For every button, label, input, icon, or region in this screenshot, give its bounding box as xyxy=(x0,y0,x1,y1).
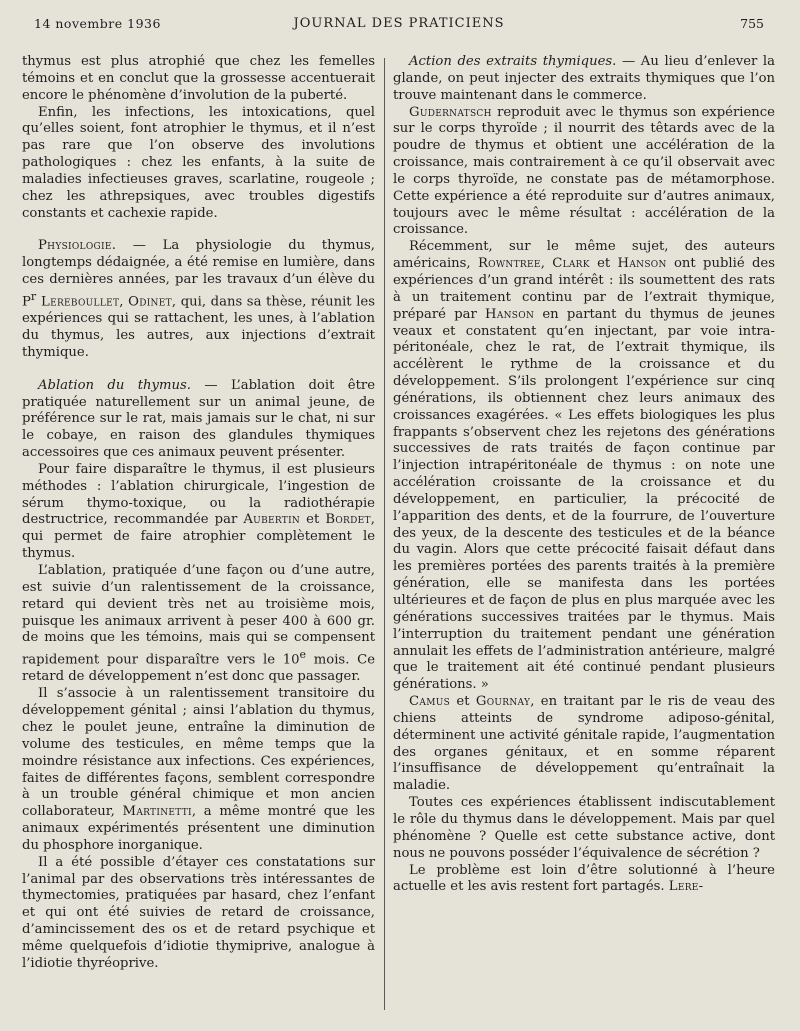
paragraph-gudernatsch: Gudernatsch reproduit avec le thymus son expérience sur le corps thyroïde ; il nourrit des têtards avec de la poudre de thymus et obtient une accélération de la croissance, mais contrairement à ce qu’il observait avec le corps thyroïde, ne constate pas de métamorphose. Cette expérience a été reproduite sur d’autres animaux, toujours avec le même résultat : accélération de la croissance. xyxy=(393,104,775,238)
left-column xyxy=(22,54,375,973)
section-heading-ablation: Ablation du thymus. xyxy=(38,377,191,393)
right-column xyxy=(393,54,775,896)
paragraph-toutes-experiences: Toutes ces expériences établissent indiscutablement le rôle du thymus dans le développement. Mais par quel phénomène ? Quelle est cette substance active, dont nous ne pouvons posséder l’équivalence de sécrétion ? xyxy=(393,795,775,861)
page-number: 755 xyxy=(740,16,764,31)
paragraph-extraits: Action des extraits thymiques. — Au lieu d’enlever la glande, on peut injecter des extraits thymiques que l’on trouve maintenant dans le commerce. xyxy=(393,54,775,103)
section-heading-extraits: Action des extraits thymiques. xyxy=(409,54,617,69)
paragraph-rowntree: Récemment, sur le même sujet, des auteurs américains, Rowntree, Clark et Hanson ont publié des expériences d’un grand intérêt : ils soumettent des rats à un traitement continu par de l’extrait thymique, préparé par Hanson en partant du thymus de jeunes veaux et constatent qu’en injectant, par voie intra-péritonéale, chez le rat, de l’extrait thymique, ils accélèrent le rythme de la croissance et du développement. S’ils prolongent l’expérience sur cinq générations, ils obtiennent chez leurs animaux des croissances exagérées. « Les effets biologiques les plus frappants s’observent chez les rejetons des générations successives de rats traités de façon continue par l’injection intrapéritonéale de thymus : on note une accélération croissante de la croissance et du développement, en particulier, la précocité de l’apparition des dents, et de la fourrure, de l’ouverture des yeux, de la descente des testicules et de la béance du vagin. Alors que cette précocité faisait défaut dans les premières portées des parents traités à la première génération, elle se manifesta dans les portées ultérieures et de façon de plus en plus marquée avec les générations successives traitées par le thymus. Mais l’interruption du traitement pendant une génération annulait les effets de l’administration antérieure, malgré que le traitement ait été continué pendant plusieurs générations. » xyxy=(393,239,775,693)
paragraph-thymectomies: Il a été possible d’étayer ces constatations sur l’animal par des observations très intéressantes de thymectomies, pratiquées par hasard, chez l’enfant et qui ont été suivies de retard de croissance, d’amincissement des os et de retard psychique et même quelquefois d’idiotie thymiprive, analogue à l’idiotie thyréoprive. xyxy=(22,854,375,971)
paragraph-ablation: Ablation du thymus. — L’ablation doit être pratiquée naturellement sur un animal jeune, de préférence sur le rat, mais jamais sur le chat, ni sur le cobaye, en raison des glandules thymiques accessoires que ces animaux peuvent présenter. xyxy=(22,377,376,461)
paragraph-methodes: Pour faire disparaître le thymus, il est plusieurs méthodes : l’ablation chirurgicale, l’ingestion de sérum thymo-toxique, ou la radiothérapie destructrice, recommandée par Aubertin et Bordet, qui permet de faire atrophier complètement le thymus. xyxy=(22,461,375,562)
paragraph-ralentissement: L’ablation, pratiquée d’une façon ou d’une autre, est suivie d’un ralentissement de la croissance, retard qui devient très net au troisième mois, puisque les animaux arrivent à peser 400 à 600 gr. de moins que les témoins, mais qui se compensent rapidement pour disparaître vers le 10e mois. Ce retard de développement n’est donc que passager. xyxy=(22,563,375,685)
column-divider xyxy=(384,58,385,1010)
paragraph-developpement-genital: Il s’associe à un ralentissement transitoire du développement génital ; ainsi l’ablation du thymus, chez le poulet jeune, entraîne la diminution de volume des testicules, en même temps que la moindre résistance aux infections. Ces expériences, faites de différentes façons, semblent correspondre à un trouble général chimique et mon ancien collaborateur, Martinetti, a même montré que les animaux expérimentés présentent une diminution du phosphore inorganique. xyxy=(22,686,375,853)
paragraph-infections: Enfin, les infections, les intoxications, quel qu’elles soient, font atrophier le thymus, et il n’est pas rare que l’on observe des involutions pathologiques : chez les enfants, à la suite de maladies infectieuses graves, scarlatine, rougeole ; chez les athrepsiques, avec troubles digestifs constants et cachexie rapide. xyxy=(22,104,375,221)
section-heading-physiologie: Physiologie. xyxy=(38,238,117,254)
paragraph-camus-gournay: Camus et Gournay, en traitant par le ris de veau des chiens atteints de syndrome adiposo-génital, déterminent une activité génitale rapide, l’augmentation des organes génitaux, et en somme réparent l’insuffisance de développement qu’entraînait la maladie. xyxy=(393,694,775,794)
page-header xyxy=(34,16,764,36)
paragraph-physiologie: Physiologie. — La physiologie du thymus, longtemps dédaignée, a été remise en lumière, dans ces dernières années, par les travaux d’un élève du $P^r$ Lereboullet, Odinet, qui, dans sa thèse, réunit les expériences qui se rattachent, les unes, à l’ablation du thymus, les autres, aux injections d’extrait thymique. xyxy=(22,238,375,360)
header-date: 14 novembre 1936 xyxy=(34,16,161,31)
journal-title: JOURNAL DES PRATICIENS xyxy=(293,16,505,31)
paragraph-puberty-end: thymus est plus atrophié que chez les femelles témoins et en conclut que la grossesse accentuerait encore le phénomène d’involution de la puberté. xyxy=(22,54,375,103)
paragraph-probleme: Le problème est loin d’être solutionné à l’heure actuelle et les avis restent fort partagés. Lere- xyxy=(393,862,775,895)
